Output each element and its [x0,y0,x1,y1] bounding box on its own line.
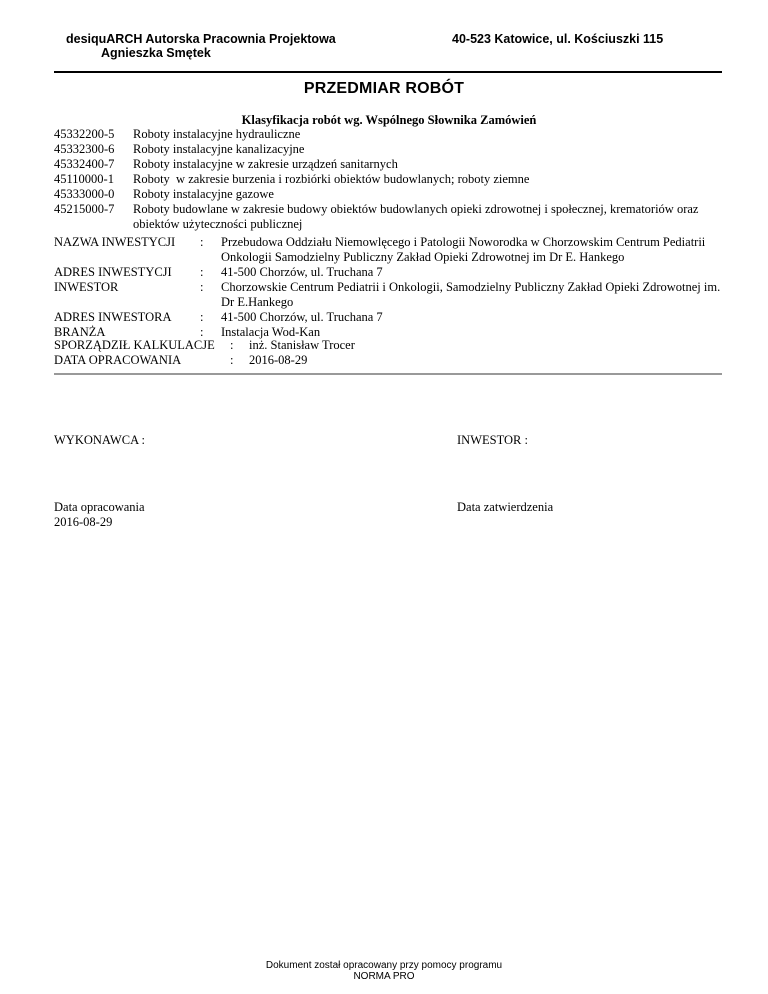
company-line-2: Agnieszka Smętek [101,46,211,60]
cpv-description: Roboty instalacyjne gazowe [133,187,274,201]
inwestor-value: Chorzowskie Centrum Pediatrii i Onkologii, Samodzielny Publiczny Zakład Opieki Zdrowotnej im. Dr E.Hankego [221,280,721,309]
company-name [66,32,366,60]
colon: : [200,325,204,339]
investment-info [54,235,726,340]
classification-list [54,127,726,232]
cpv-description: Roboty budowlane w zakresie budowy obiektów budowlanych opieki zdrowotnej i społecznej, krematoriów oraz obiektów użyteczności publicznej [133,202,699,231]
cpv-code: 45332300-6 [54,142,115,156]
company-line-1: desiquARCH Autorska Pracownia Projektowa [66,32,336,46]
data-opracowania-sig-value: 2016-08-29 [54,515,113,529]
classification-item [54,127,726,142]
header-divider [54,71,722,73]
footer-line-1: Dokument został opracowany przy pomocy programu [265,960,503,971]
wykonawca-label: WYKONAWCA : [54,433,146,447]
colon: : [200,235,204,249]
calc-row-date [54,353,355,368]
colon: : [200,310,204,324]
classification-item [54,142,726,157]
sporzadzil-label: SPORZĄDZIŁ KALKULACJE [54,338,215,352]
info-row-adres-inwestycji [54,265,726,280]
classification-item [54,172,726,187]
classification-item [54,202,726,232]
document-title: PRZEDMIAR ROBÓT [303,80,465,97]
cpv-description: Roboty instalacyjne w zakresie urządzeń sanitarnych [133,157,398,171]
colon: : [200,265,204,279]
data-opracowania-sig-label: Data opracowania [54,500,145,514]
inwestor-signature-label: INWESTOR : [457,433,528,447]
colon: : [230,353,234,367]
classification-heading: Klasyfikacja robót wg. Wspólnego Słownika Zamówień [241,113,537,127]
footer-note [0,960,768,982]
colon: : [200,280,204,294]
info-row-adres-inwestora [54,310,726,325]
data-opracowania-label: DATA OPRACOWANIA [54,353,182,367]
cpv-code: 45332400-7 [54,157,115,171]
cpv-description: Roboty instalacyjne hydrauliczne [133,127,301,141]
cpv-description: Roboty w zakresie burzenia i rozbiórki obiektów budowlanych; roboty ziemne [133,172,530,186]
section-divider [54,373,722,375]
adres-inwestora-label: ADRES INWESTORA [54,310,172,324]
classification-item [54,157,726,172]
sporzadzil-value: inż. Stanisław Trocer [249,338,355,352]
cpv-code: 45332200-5 [54,127,115,141]
adres-inwestora-value: 41-500 Chorzów, ul. Truchana 7 [221,310,383,324]
branza-value: Instalacja Wod-Kan [221,325,321,339]
inwestor-label: INWESTOR [54,280,119,294]
info-row-nazwa [54,235,726,265]
nazwa-inwestycji-label: NAZWA INWESTYCJI [54,235,176,249]
footer-line-2: NORMA PRO [353,971,415,982]
cpv-code: 45333000-0 [54,187,115,201]
calculation-info [54,338,355,368]
adres-inwestycji-label: ADRES INWESTYCJI [54,265,172,279]
colon: : [230,338,234,352]
info-row-inwestor [54,280,726,310]
company-address: 40-523 Katowice, ul. Kościuszki 115 [452,32,664,46]
classification-item [54,187,726,202]
adres-inwestycji-value: 41-500 Chorzów, ul. Truchana 7 [221,265,383,279]
branza-label: BRANŻA [54,325,106,339]
data-opracowania-value: 2016-08-29 [249,353,308,367]
calc-row-author [54,338,355,353]
cpv-description: Roboty instalacyjne kanalizacyjne [133,142,305,156]
data-opracowania-block [54,500,145,530]
cpv-code: 45110000-1 [54,172,114,186]
nazwa-inwestycji-value: Przebudowa Oddziału Niemowlęcego i Patologii Noworodka w Chorzowskim Centrum Pediatrii Onkologii Samodzielny Publiczny Zakład Opieki Zdrowotnej im Dr E. Hankego [221,235,706,264]
data-zatwierdzenia-label: Data zatwierdzenia [457,500,554,514]
cpv-code: 45215000-7 [54,202,115,216]
